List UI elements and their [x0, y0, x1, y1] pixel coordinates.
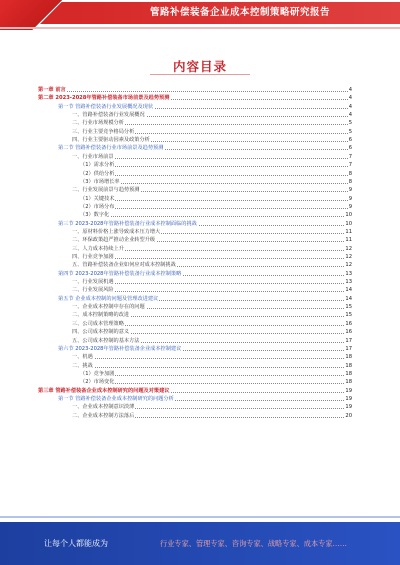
toc-entry-title[interactable]: 一、企业成本控制意识淡薄: [72, 404, 135, 411]
toc-page-number: 15: [345, 304, 352, 311]
toc-entry-title[interactable]: 第一节 管路补偿装备行业发展概况及现状: [58, 103, 154, 110]
toc-entry-title[interactable]: 二、成本控制策略的改进: [72, 312, 130, 319]
toc-entry-title[interactable]: 一、行业市场前景: [72, 153, 114, 160]
toc-entry[interactable]: [0, 395, 400, 403]
toc-entry-title[interactable]: 第三节 2023-2028年管路补偿装备行业成本控制面临的挑战: [58, 220, 197, 227]
toc-page-number: 12: [345, 254, 352, 260]
toc-entry-title[interactable]: 二、环保政策趋严推动企业转型升级: [72, 237, 156, 244]
toc-entry[interactable]: [0, 370, 400, 378]
toc-entry-title[interactable]: 二、行业市场规模分析: [72, 120, 124, 127]
toc-entry[interactable]: [0, 278, 400, 286]
toc-entry-title[interactable]: 二、挑战: [72, 362, 93, 369]
toc-entry-title[interactable]: （1）竞争加剧: [80, 370, 115, 377]
toc-page-number: 20: [345, 412, 352, 419]
report-title: 管路补偿装备企业成本控制策略研究报告: [149, 7, 330, 18]
toc-entry[interactable]: [0, 161, 400, 169]
toc-heading: 内容目录: [172, 59, 227, 74]
toc-entry[interactable]: [0, 261, 400, 269]
toc-heading-underline: [150, 74, 250, 75]
toc-entry[interactable]: [0, 362, 400, 370]
toc-entry[interactable]: [0, 345, 400, 353]
header-divider: [0, 27, 400, 29]
toc-entry[interactable]: [0, 111, 400, 119]
toc-page-number: 16: [345, 329, 352, 336]
toc-entry-title[interactable]: 一、机遇: [72, 354, 93, 361]
toc-entry-title[interactable]: 一、管路补偿装备行业发展概况: [72, 112, 145, 119]
toc-page-number: 4: [348, 103, 352, 110]
toc-entry[interactable]: [0, 236, 400, 244]
toc-entry[interactable]: [0, 286, 400, 294]
toc-entry-title[interactable]: 三、人力成本持续上升: [72, 245, 124, 252]
toc-page-number: 19: [345, 387, 352, 394]
toc-page-number: 6: [348, 137, 352, 144]
toc-page-number: 11: [345, 228, 352, 235]
toc-page-number: 13: [345, 279, 352, 286]
toc-entry-title[interactable]: 第六节 2023-2028年管路补偿装备企业成本控制建议: [58, 345, 182, 352]
toc-page-number: 18: [345, 370, 352, 377]
toc-entry-title[interactable]: 四、公司成本控制的意义: [72, 329, 130, 336]
toc-leader-dots: [38, 91, 348, 92]
toc-entry[interactable]: [0, 311, 400, 319]
toc-entry[interactable]: [0, 320, 400, 328]
toc-entry[interactable]: [0, 303, 400, 311]
toc-entry[interactable]: [0, 144, 400, 152]
footer-banner: [0, 522, 400, 565]
toc-entry-title[interactable]: （2）市场分布: [80, 203, 115, 210]
footer-slogan: 让每个人都能成为: [44, 539, 108, 548]
toc-page-number: 7: [348, 162, 352, 169]
toc-entry[interactable]: [0, 328, 400, 336]
toc-entry-title[interactable]: 一、行业发展机遇: [72, 279, 114, 286]
toc-entry[interactable]: [0, 94, 400, 102]
toc-leader-dots: [80, 383, 348, 384]
toc-entry[interactable]: [0, 295, 400, 303]
toc-leader-dots: [80, 200, 348, 201]
toc-entry-title[interactable]: 第五节 企业成本控制的问题及管理改进建议: [58, 295, 159, 302]
toc-entry[interactable]: [0, 103, 400, 111]
toc-page-number: 14: [345, 287, 352, 294]
toc-leader-dots: [72, 367, 348, 368]
toc-entry[interactable]: [0, 403, 400, 411]
toc-page-number: 9: [348, 203, 352, 210]
toc-page-number: 18: [345, 354, 352, 361]
report-header-banner: [0, 0, 400, 30]
toc-entry-title[interactable]: 二、行业发展风险: [72, 287, 114, 294]
toc-entry-title[interactable]: 五、公司成本控制的基本方法: [72, 337, 140, 344]
toc-entry[interactable]: [0, 128, 400, 136]
toc-entry-title[interactable]: （2）供给分析: [80, 170, 115, 177]
toc-entry[interactable]: [0, 153, 400, 161]
toc-leader-dots: [80, 175, 348, 176]
toc-page-number: 14: [345, 295, 352, 302]
toc-page-number: 19: [345, 395, 352, 402]
toc-entry[interactable]: [0, 119, 400, 127]
toc-entry[interactable]: [0, 378, 400, 386]
toc-entry-title[interactable]: 第三章 管路补偿装备企业成本控制研究的问题及对策建议: [38, 387, 170, 394]
toc-entry[interactable]: [0, 220, 400, 228]
toc-leader-dots: [80, 166, 348, 167]
toc-entry-title[interactable]: （1）需求分析: [80, 162, 115, 169]
toc-entry-title[interactable]: 三、行业主要竞争格局分析: [72, 128, 135, 135]
toc-entry-title[interactable]: 四、行业竞争加剧: [72, 254, 114, 260]
toc-page-number: 9: [348, 195, 352, 202]
toc-page-number: 5: [348, 128, 352, 135]
toc-entry-title[interactable]: （3）数字化: [80, 212, 110, 219]
toc-page-number: 10: [345, 220, 352, 227]
toc-entry[interactable]: [0, 337, 400, 345]
toc-page-number: 17: [345, 345, 352, 352]
toc-entry[interactable]: [0, 387, 400, 395]
toc-page-number: 8: [348, 170, 352, 177]
toc-leader-dots: [80, 216, 348, 217]
toc-entry[interactable]: [0, 86, 400, 94]
toc-entry[interactable]: [0, 245, 400, 253]
toc-page-number: 4: [348, 95, 352, 102]
toc-page-number: 12: [345, 245, 352, 252]
toc-entry[interactable]: [0, 186, 400, 194]
toc-page-number: 15: [345, 312, 352, 319]
toc-entry-title[interactable]: 一、原材料价格上涨导致成本压力增大: [72, 228, 161, 235]
toc-entry[interactable]: [0, 253, 400, 261]
toc-entry[interactable]: [0, 353, 400, 361]
toc-page-number: 18: [345, 379, 352, 386]
toc-entry[interactable]: [0, 228, 400, 236]
toc-leader-dots: [80, 375, 348, 376]
toc-page-number: 13: [345, 270, 352, 277]
toc-entry-title[interactable]: 第二节 管路补偿装备行业市场前景及趋势预测: [58, 145, 164, 152]
toc-entry-title[interactable]: （1）关键技术: [80, 195, 115, 202]
toc-entry-title[interactable]: 二、行业发展前景与趋势预测: [72, 187, 140, 194]
toc-leader-dots: [80, 208, 348, 209]
toc-page-number: 12: [345, 262, 352, 269]
toc-entry-title[interactable]: 一、企业成本控制中存在的问题: [72, 304, 145, 311]
toc-page-number: 10: [345, 212, 352, 219]
toc-entry[interactable]: [0, 412, 400, 420]
toc-page-number: 5: [348, 120, 352, 127]
toc-page-number: 11: [345, 237, 352, 244]
toc-entry-title[interactable]: （3）市场增长率: [80, 178, 120, 185]
toc-entry[interactable]: [0, 211, 400, 219]
toc-entry-title[interactable]: 四、行业主要驱动因素及政策分析: [72, 137, 150, 144]
toc-page-number: 17: [345, 337, 352, 344]
footer-tagline: 行业专家、管理专家、咨询专家、战略专家、成本专家……: [160, 539, 347, 548]
toc-entry[interactable]: [0, 203, 400, 211]
toc-entry[interactable]: [0, 178, 400, 186]
toc-page-number: 7: [348, 153, 352, 160]
toc-leader-dots: [72, 358, 348, 359]
toc-page-number: 4: [348, 112, 352, 119]
toc-entry-title[interactable]: 第一章 前言: [38, 87, 66, 93]
toc-entry-title[interactable]: （2）市场变化: [80, 379, 115, 386]
footer-divider: [0, 516, 400, 518]
toc-page-number: 8: [348, 178, 352, 185]
toc-entry-title[interactable]: 第四节 2023-2028年管路补偿装备行业成本控制策略: [58, 270, 182, 277]
toc-page-number: 18: [345, 362, 352, 369]
toc-entry[interactable]: [0, 136, 400, 144]
toc-page-number: 6: [348, 145, 352, 152]
toc-entry-title[interactable]: 五、管路补偿装备企业如何应对成本控制挑战: [72, 262, 176, 269]
toc-entry[interactable]: [0, 270, 400, 278]
toc-page-number: 4: [348, 87, 352, 93]
toc-page-number: 19: [345, 404, 352, 411]
toc-entry-title[interactable]: 第一节 管路补偿装备企业成本控制研究的问题分析: [58, 395, 174, 402]
toc-entry-title[interactable]: 二、企业成本控制方法落后: [72, 412, 135, 419]
toc-page-number: 16: [345, 320, 352, 327]
toc-entry[interactable]: [0, 195, 400, 203]
toc-entry-title[interactable]: 三、公司成本管理策略: [72, 320, 124, 327]
toc-page-number: 9: [348, 187, 352, 194]
toc-entry[interactable]: [0, 170, 400, 178]
toc-entry-title[interactable]: 第二章 2023-2028年管路补偿装备市场前景及趋势预测: [38, 95, 170, 102]
